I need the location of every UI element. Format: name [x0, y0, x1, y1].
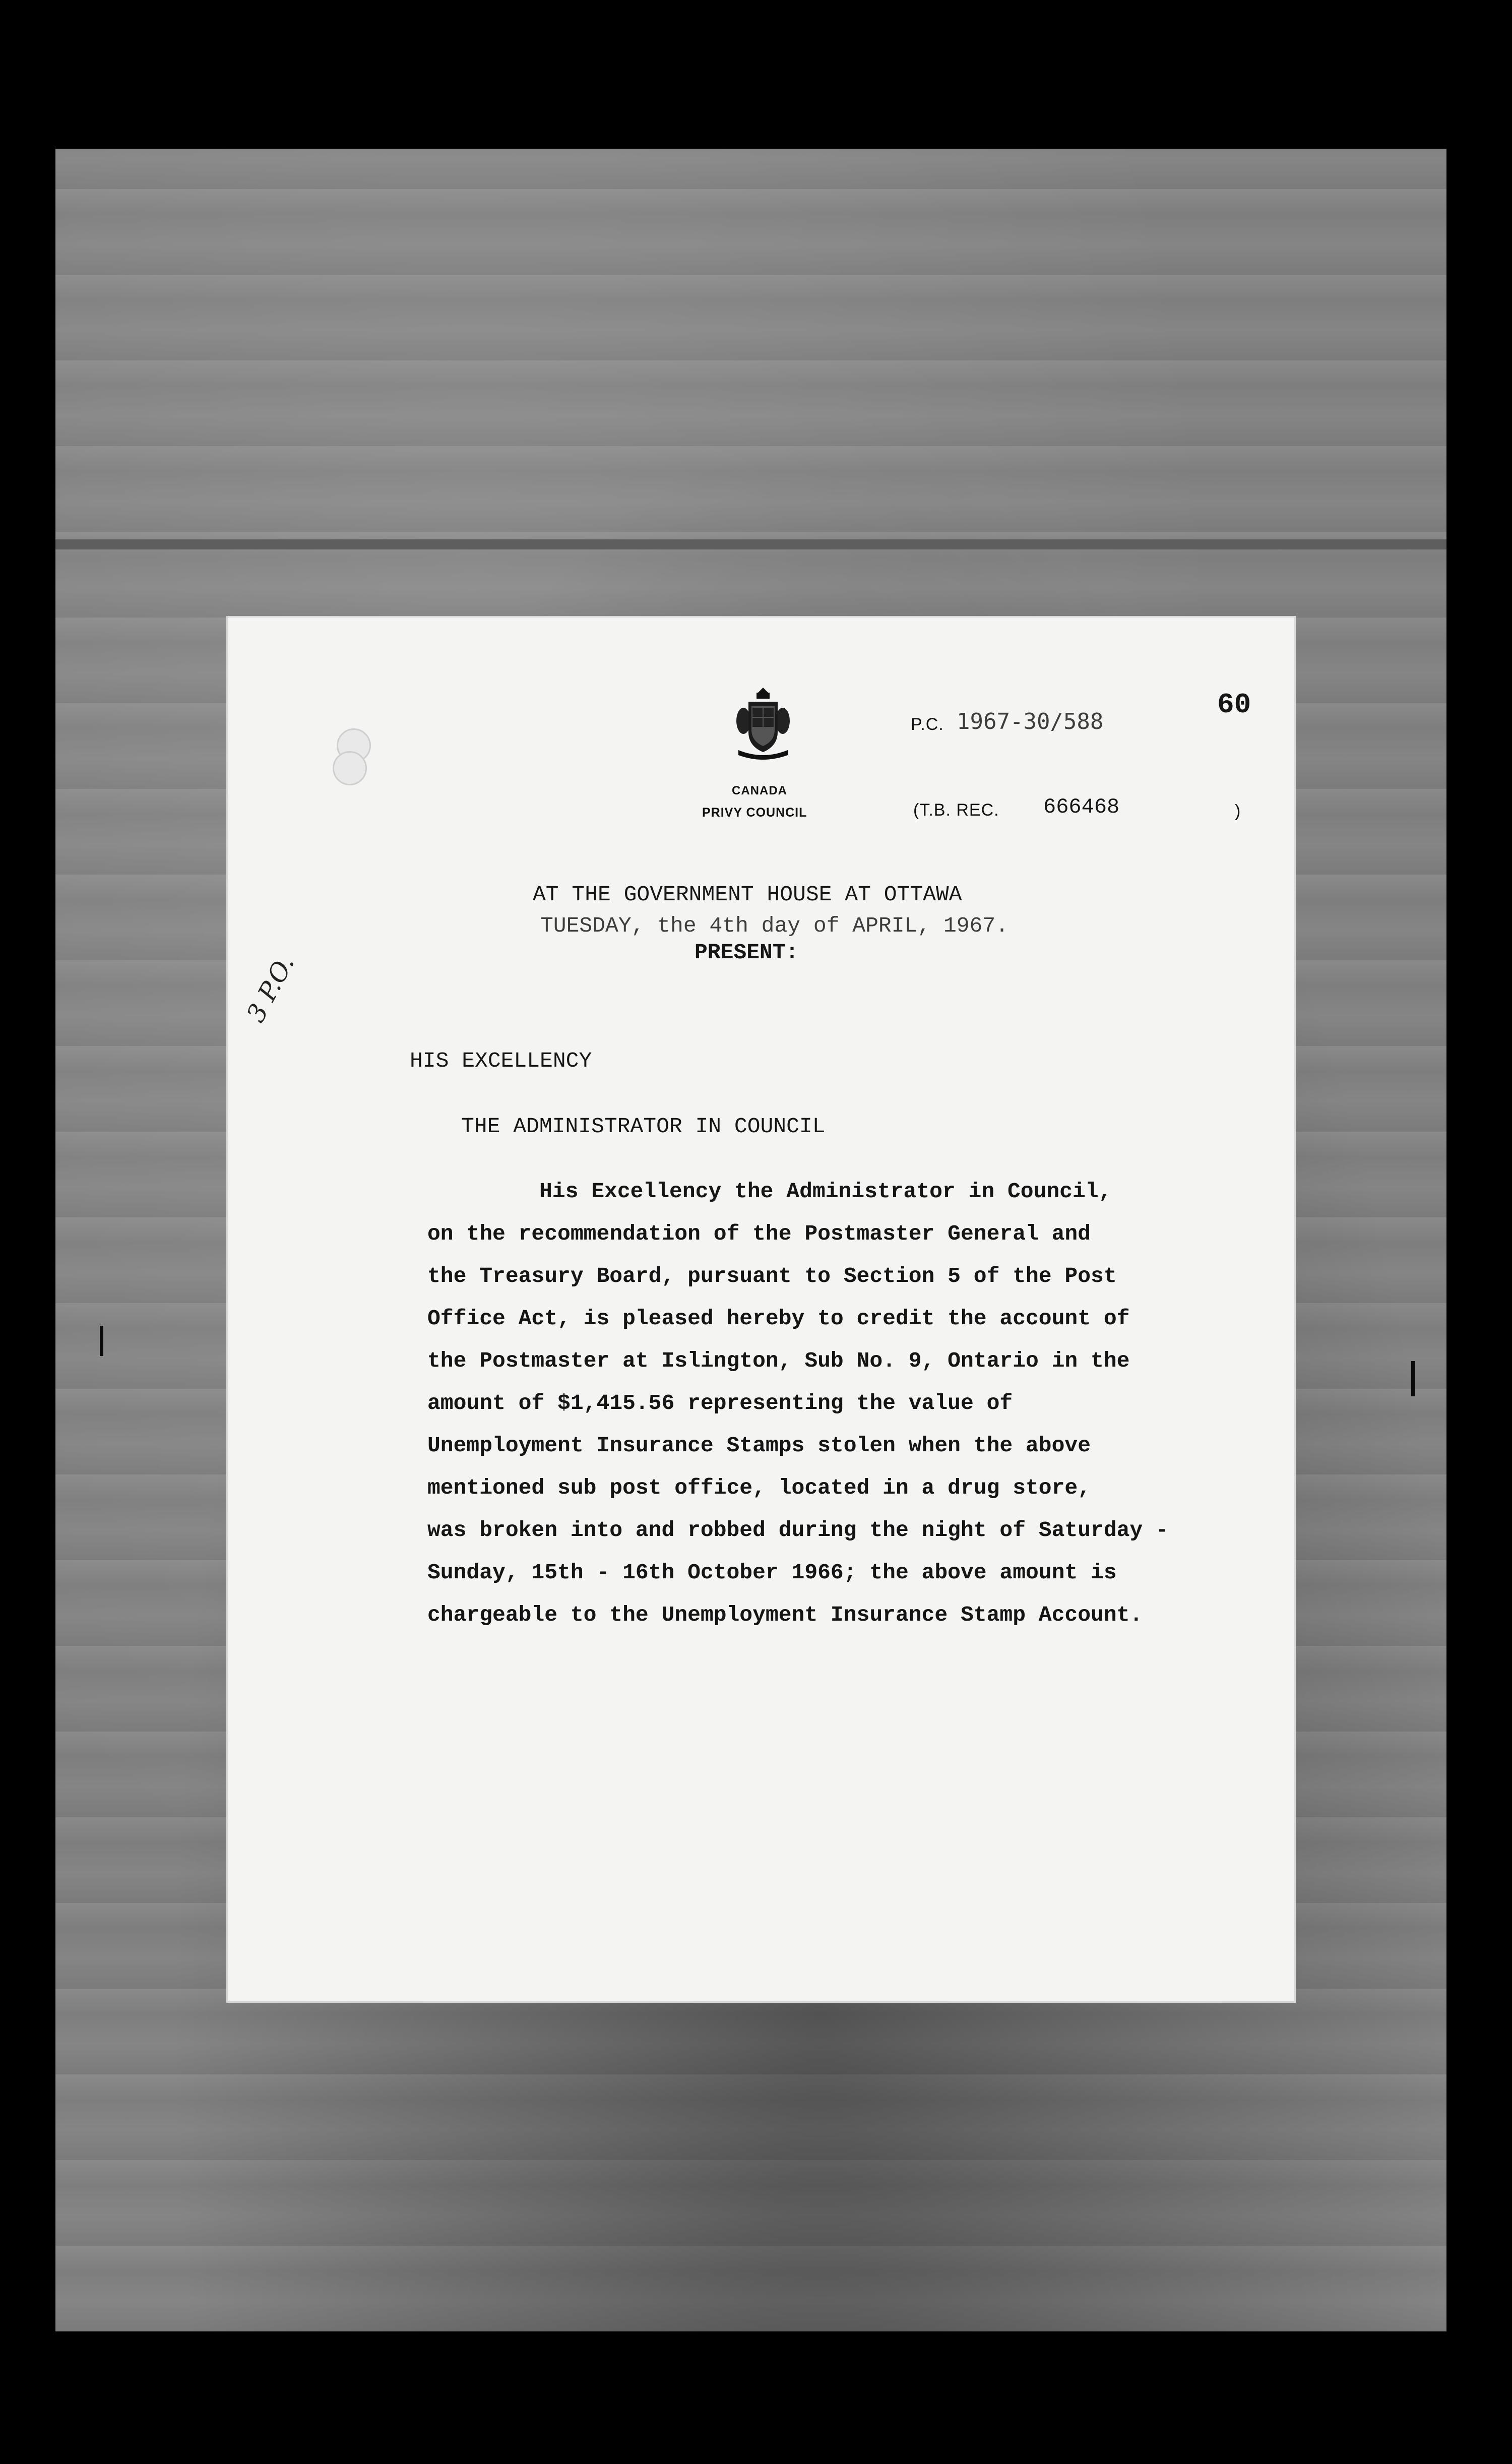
coat-of-arms-icon [733, 686, 793, 761]
body-line: on the recommendation of the Postmaster General and [427, 1221, 1091, 1246]
body-line: the Treasury Board, pursuant to Section 5 of the Post [427, 1264, 1117, 1288]
page-number: 60 [1217, 689, 1251, 721]
privy-council-label: PRIVY COUNCIL [702, 806, 807, 820]
tb-rec-number: 666468 [1043, 795, 1120, 819]
meeting-date: TUESDAY, the 4th day of APRIL, 1967. [540, 913, 1009, 938]
body-line: chargeable to the Unemployment Insurance Stamp Account. [427, 1603, 1143, 1627]
body-line: mentioned sub post office, located in a drug store, [427, 1475, 1091, 1500]
pc-label: P.C. [911, 715, 944, 734]
body-line: Office Act, is pleased hereby to credit the account of [427, 1306, 1130, 1331]
administrator-in-council: THE ADMINISTRATOR IN COUNCIL [461, 1114, 826, 1139]
right-edge-mark [1411, 1361, 1415, 1396]
body-line: His Excellency the Administrator in Council, [539, 1179, 1112, 1204]
tb-rec-label: (T.B. REC. [913, 800, 999, 820]
body-line: Unemployment Insurance Stamps stolen when the above [427, 1433, 1091, 1458]
order-body [427, 1179, 1169, 1634]
body-line: was broken into and robbed during the night of Saturday - [427, 1518, 1169, 1543]
punch-hole-bottom [333, 751, 367, 785]
present-label: PRESENT: [695, 940, 799, 965]
body-line: amount of $1,415.56 representing the value of [427, 1391, 1013, 1415]
body-line: the Postmaster at Islington, Sub No. 9, Ontario in the [427, 1348, 1130, 1373]
pc-number: 1967-30/588 [957, 709, 1104, 734]
tb-rec-close: ) [1235, 802, 1241, 821]
body-line: Sunday, 15th - 16th October 1966; the above amount is [427, 1560, 1117, 1585]
his-excellency: HIS EXCELLENCY [410, 1049, 592, 1073]
left-edge-mark [100, 1326, 103, 1356]
canada-label: CANADA [732, 784, 787, 797]
margin-note: 3 P.O. [241, 950, 300, 1027]
backing-sheet-fold [55, 539, 1446, 549]
meeting-location: AT THE GOVERNMENT HOUSE AT OTTAWA [533, 882, 962, 907]
